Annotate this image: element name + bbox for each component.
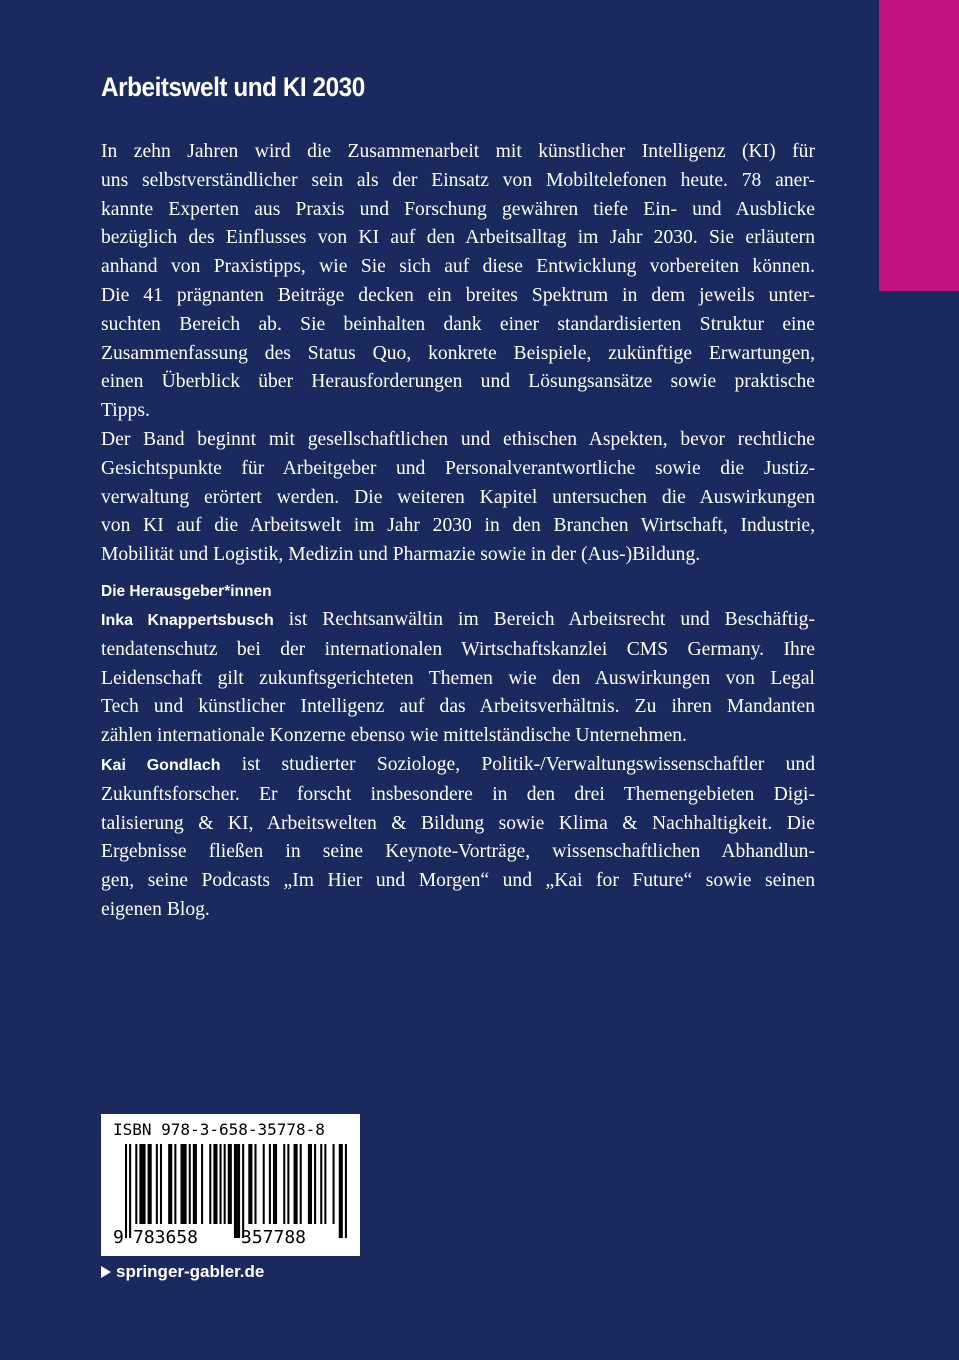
barcode-bar [139, 1144, 145, 1224]
description-line: von KI auf die Arbeitswelt im Jahr 2030 in den Branchen Wirtschaft, Industrie, [101, 515, 815, 537]
description-line: Der Band beginnt mit gesellschaftlichen und ethischen Aspekten, bevor rechtliche [101, 428, 815, 450]
description-line: suchten Bereich ab. Sie beinhalten dank einer standardisierten Struktur eine [101, 313, 815, 335]
description-line: Tipps. [101, 400, 150, 422]
barcode-bar [224, 1144, 226, 1224]
barcode-bar [294, 1144, 298, 1224]
barcode-bar [300, 1144, 302, 1224]
barcode-bar [148, 1144, 152, 1224]
barcode-bar [242, 1144, 244, 1238]
barcode-bar [254, 1144, 256, 1224]
editor-name: Inka Knappertsbusch [101, 612, 274, 629]
description-line: In zehn Jahren wird die Zusammenarbeit mit künstlicher Intelligenz (KI) für [101, 141, 815, 162]
editor-bio-line: gen, seine Podcasts „Im Hier und Morgen“ und „Kai for Future“ sowie seinen [101, 870, 815, 892]
editor-bio-line: Leidenschaft gilt zukunftsgerichteten Themen wie den Auswirkungen von Legal [101, 667, 815, 689]
barcode-bar [283, 1144, 285, 1224]
editor-bio-line [101, 606, 815, 636]
barcode-bar [324, 1144, 326, 1224]
editor-bio-line: Ergebnisse fließen in seine Keynote-Vorträge, wissenschaftlichen Abhandlun- [101, 841, 815, 863]
editors-heading: Die Herausgeber*innen [101, 583, 272, 600]
barcode-bar [269, 1144, 271, 1224]
barcode-bar [220, 1144, 222, 1224]
description-line: verwaltung erörtert werden. Die weiteren Kapitel untersuchen die Auswirkungen [101, 486, 815, 508]
website-label: springer-gabler.de [116, 1262, 265, 1281]
editors-bio [101, 606, 815, 925]
barcode-bar [287, 1144, 289, 1224]
book-title: Arbeitswelt und KI 2030 [101, 72, 365, 102]
publisher-website-link[interactable] [101, 1262, 264, 1282]
barcode-bar [234, 1144, 240, 1238]
barcode-icon [125, 1144, 349, 1238]
description-line: kannte Experten aus Praxis und Forschung gewähren tiefe Ein- und Ausblicke [101, 198, 815, 220]
barcode-bar [308, 1144, 312, 1224]
barcode-bar [345, 1144, 347, 1238]
barcode-bar [228, 1144, 232, 1224]
barcode-bar [174, 1144, 176, 1224]
description-line: Die 41 prägnanten Beiträge decken ein breites Spektrum in dem jeweils unter- [101, 284, 815, 306]
barcode-digits-left: 783658 [133, 1227, 199, 1248]
isbn-label: ISBN 978-3-658-35778-8 [113, 1120, 325, 1139]
barcode-bar [263, 1144, 265, 1224]
editor-bio-line: eigenen Blog. [101, 898, 210, 920]
barcode-bar [248, 1144, 252, 1224]
description-line: einen Überblick über Herausforderungen und Lösungsansätze sowie praktische [101, 371, 815, 393]
barcode-bar [160, 1144, 162, 1224]
barcode-bar [213, 1144, 217, 1224]
editor-name: Kai Gondlach [101, 756, 221, 774]
barcode-bar [339, 1144, 343, 1238]
barcode-bar [193, 1144, 197, 1224]
book-description [101, 138, 815, 570]
editor-bio-line [101, 751, 815, 781]
editor-bio-text: ist Rechtsanwältin im Bereich Arbeitsrecht und Beschäftig- [273, 609, 815, 630]
editor-bio-line: zählen internationale Konzerne ebenso wie mittelständische Unternehmen. [101, 725, 687, 747]
editor-bio-text: ist studierter Soziologe, Politik-/Verwaltungswissenschaftler und [220, 753, 815, 775]
barcode-bar [333, 1144, 335, 1224]
barcode-first-digit: 9 [113, 1227, 124, 1248]
description-line: Zusammenfassung des Status Quo, konkrete Beispiele, zukünftige Erwartungen, [101, 342, 815, 364]
description-line: Mobilität und Logistik, Medizin und Pharmazie sowie in der (Aus-)Bildung. [101, 544, 701, 566]
editor-bio-line: Tech und künstlicher Intelligenz auf das Arbeitsverhältnis. Zu ihren Mandanten [101, 696, 815, 718]
editor-bio-line: tendatenschutz bei der internationalen Wirtschaftskanzlei CMS Germany. Ihre [101, 638, 815, 660]
barcode-bar [125, 1144, 127, 1238]
barcode-bar [320, 1144, 322, 1224]
description-line: Gesichtspunkte für Arbeitgeber und Personalverantwortliche sowie die Justiz- [101, 457, 815, 479]
barcode-bar [201, 1144, 203, 1224]
barcode-bar [180, 1144, 186, 1224]
barcode-digits-right: 357788 [241, 1227, 307, 1248]
barcode-bar [189, 1144, 191, 1224]
editor-bio-line: talisierung & KI, Arbeitswelten & Bildung sowie Klima & Nachhaltigkeit. Die [101, 812, 815, 834]
barcode-bar [129, 1144, 131, 1238]
barcode-bar [314, 1144, 316, 1224]
barcode-bar [168, 1144, 172, 1224]
description-line: bezüglich des Einflusses von KI auf den Arbeitsalltag im Jahr 2030. Sie erläutern [101, 227, 815, 249]
isbn-barcode [101, 1114, 360, 1256]
barcode-bar [156, 1144, 158, 1224]
barcode-bar [135, 1144, 137, 1224]
arrow-right-icon [101, 1266, 111, 1278]
description-line: uns selbstverständlicher sein als der Einsatz von Mobiltelefonen heute. 78 aner- [101, 169, 815, 191]
barcode-bar [209, 1144, 211, 1224]
description-line: anhand von Praxistipps, wie Sie sich auf diese Entwicklung vorbereiten können. [101, 256, 815, 278]
editor-bio-line: Zukunftsforscher. Er forscht insbesondere in den drei Themengebieten Digi- [101, 783, 815, 805]
magenta-accent-bar [879, 0, 959, 291]
barcode-bar [273, 1144, 277, 1224]
